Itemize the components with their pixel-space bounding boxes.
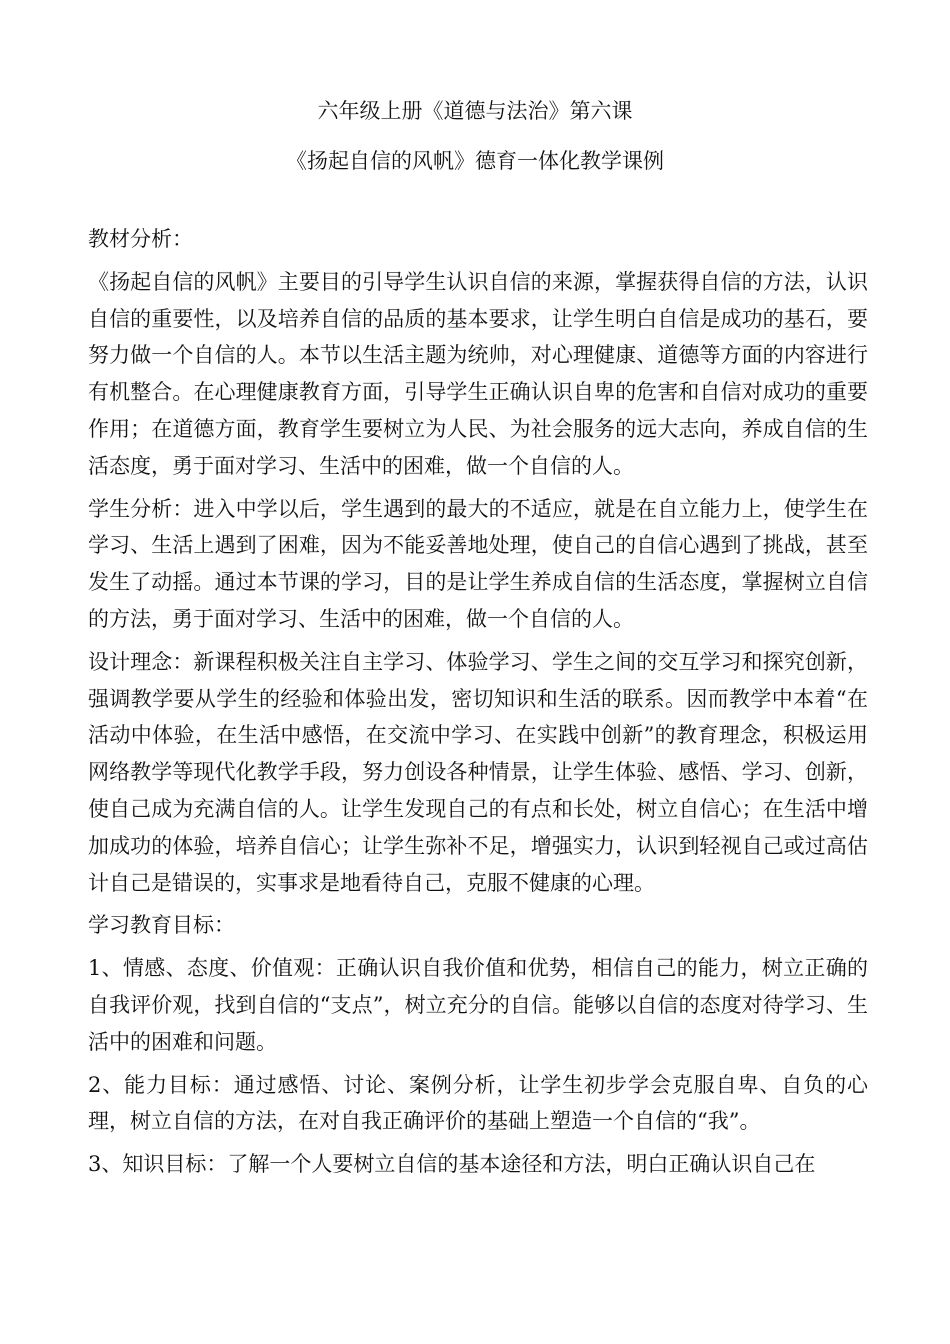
goal-item-2: 2、能力目标：通过感悟、讨论、案例分析，让学生初步学会克服自卑、自负的心理，树立自信的方法，在对自我正确评价的基础上塑造一个自信的“我”。	[88, 1072, 868, 1134]
learning-goals-heading: 学习教育目标：	[88, 913, 235, 938]
document-title-line1: 六年级上册《道德与法治》第六课	[317, 99, 633, 123]
document-title-line2: 《扬起自信的风帆》德育一体化教学课例	[286, 149, 664, 173]
goal-item-1: 1、情感、态度、价值观：正确认识自我价值和优势，相信自己的能力，树立正确的自我评价观，找到自信的“支点”，树立充分的自信。能够以自信的态度对待学习、生活中的困难和问题。	[88, 956, 868, 1054]
material-analysis-paragraph: 《扬起自信的风帆》主要目的引导学生认识自信的来源，掌握获得自信的方法，认识自信的重要性，以及培养自信的品质的基本要求，让学生明白自信是成功的基石，要努力做一个自信的人。本节以生活主题为统帅，对心理健康、道德等方面的内容进行有机整合。在心理健康教育方面，引导学生正确认识自卑的危害和自信对成功的重要作用；在道德方面，教育学生要树立为人民、为社会服务的远大志向，养成自信的生活态度，勇于面对学习、生活中的困难，做一个自信的人。	[88, 269, 868, 478]
student-analysis-paragraph: 学生分析：进入中学以后，学生遇到的最大的不适应，就是在自立能力上，使学生在学习、生活上遇到了困难，因为不能妥善地处理，使自己的自信心遇到了挑战，甚至发生了动摇。通过本节课的学习，目的是让学生养成自信的生活态度，掌握树立自信的方法，勇于面对学习、生活中的困难，做一个自信的人。	[88, 496, 868, 631]
document-body	[88, 221, 868, 1189]
goal-item-3: 3、知识目标：了解一个人要树立自信的基本途径和方法，明白正确认识自己在	[88, 1152, 816, 1177]
design-concept-paragraph: 设计理念：新课程积极关注自主学习、体验学习、学生之间的交互学习和探究创新，强调教学要从学生的经验和体验出发，密切知识和生活的联系。因而教学中本着“在活动中体验，在生活中感悟，在交流中学习、在实践中创新”的教育理念，积极运用网络教学等现代化教学手段，努力创设各种情景，让学生体验、感悟、学习、创新，使自己成为充满自信的人。让学生发现自己的有点和长处，树立自信心；在生活中增加成功的体验，培养自信心；让学生弥补不足，增强实力，认识到轻视自己或过高估计自己是错误的，实事求是地看待自己，克服不健康的心理。	[88, 649, 868, 895]
material-analysis-heading: 教材分析：	[88, 227, 193, 251]
